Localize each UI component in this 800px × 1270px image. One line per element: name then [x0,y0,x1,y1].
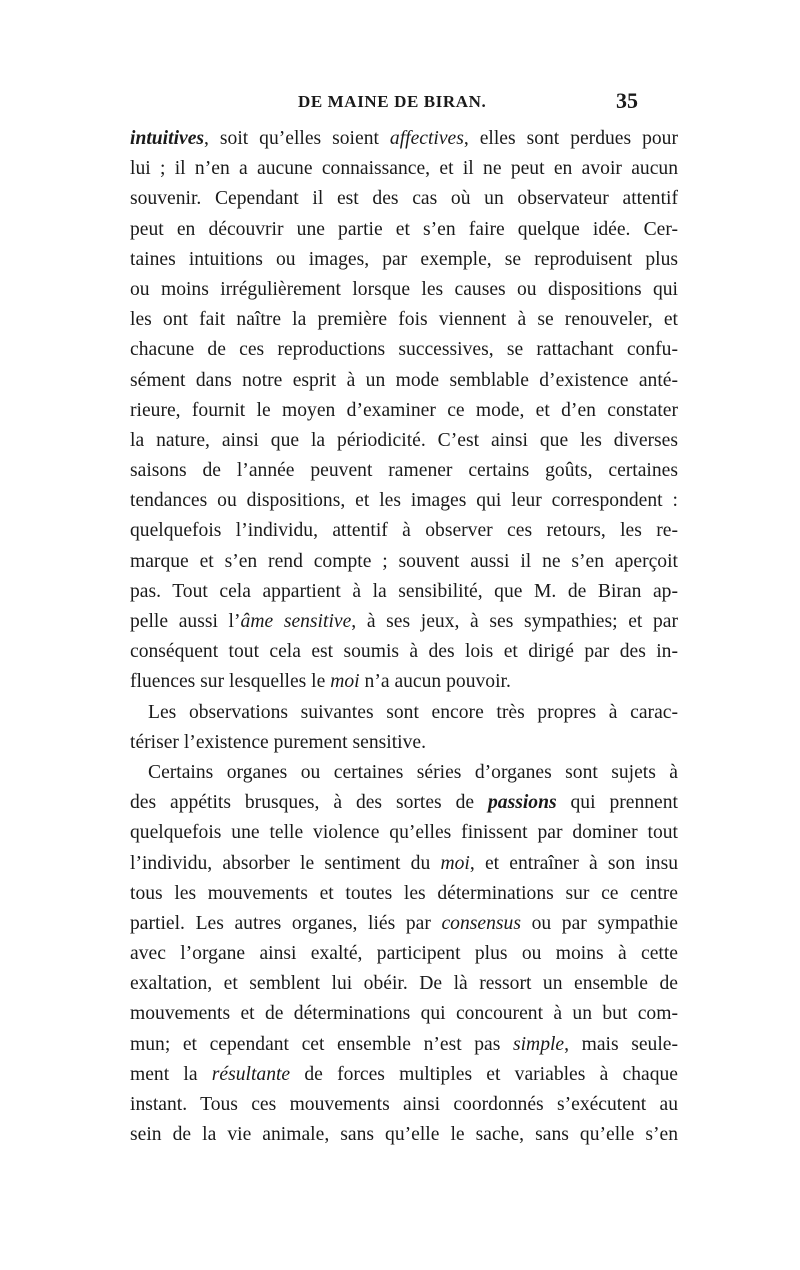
text-line [130,124,678,154]
text-line [130,547,678,577]
emphasis-text: consensus [441,912,521,934]
text-run: Les observations suivantes sont encore très propres à carac- [148,701,678,723]
text-line [130,215,678,245]
text-line [130,818,678,848]
text-run: tendances ou dispositions, et les images qui leur correspondent : [130,490,678,512]
text-run: chacune de ces reproductions successives, se rattachant confu- [130,339,678,361]
text-line [130,366,678,396]
text-run: ou par sympathie [520,912,678,934]
text-run: sein de la vie animale, sans qu’elle le sache, sans qu’elle s’en [130,1124,678,1146]
text-run: rieure, fournit le moyen d’examiner ce mode, et d’en constater [130,399,678,421]
text-run: ou moins irrégulièrement lorsque les causes ou dispositions qui [130,278,678,300]
text-run: saisons de l’année peuvent ramener certains goûts, certaines [130,460,678,482]
text-line [130,667,678,697]
text-run: pelle aussi l’ [130,611,241,632]
text-line [130,939,678,969]
text-line [130,426,678,456]
text-line [130,577,678,607]
text-line [130,335,678,365]
text-run: conséquent tout cela est soumis à des lois et dirigé par des in- [130,641,678,663]
text-run: l’individu, absorber le sentiment du [130,852,441,874]
text-line [130,486,678,516]
text-run: tous les mouvements et toutes les déterminations sur ce centre [130,882,678,904]
text-run: mouvements et de déterminations qui concourent à un but com- [130,1003,678,1025]
text-run: qui prennent [556,792,678,814]
text-run: souvenir. Cependant il est des cas où un observateur attentif [130,188,678,210]
page-number: 35 [616,88,638,113]
emphasis-text: moi [440,852,470,874]
text-run: avec l’organe ainsi exalté, participent plus ou moins à cette [130,943,678,965]
text-line [130,698,678,728]
running-head [0,88,800,122]
text-line [130,516,678,546]
text-run: tériser l’existence purement sensitive. [130,731,426,753]
text-run: fluences sur lesquelles le [130,671,331,693]
text-run: , et entraîner à son insu [469,852,678,874]
text-run: exaltation, et semblent lui obéir. De là ressort un ensemble de [130,973,678,995]
text-run: les ont fait naître la première fois viennent à se renouveler, et [130,309,678,331]
text-line [130,184,678,214]
text-line [130,154,678,184]
emphasis-text: simple [512,1033,565,1055]
text-run: marque et s’en rend compte ; souvent aussi il ne s’en aperçoit [130,550,678,572]
text-run: , à ses jeux, à ses sympathies; et par [351,611,678,632]
text-line [130,879,678,909]
body-text [130,124,678,1150]
emphasis-text: affectives [389,128,464,149]
text-run: , mais seule- [564,1033,678,1055]
emphasis-text: passions [487,792,557,814]
text-line [130,909,678,939]
text-line [130,607,678,637]
text-run: des appétits brusques, à des sortes de [130,792,488,814]
text-line [130,1060,678,1090]
text-line [130,849,678,879]
text-run: quelquefois une telle violence qu’elles finissent par dominer tout [130,822,678,844]
text-run: n’a aucun pouvoir. [359,671,511,693]
text-run: de forces multiples et variables à chaque [290,1063,678,1085]
text-run: ment la [130,1063,212,1085]
text-run: taines intuitions ou images, par exemple, se reproduisent plus [130,248,678,270]
text-run: pas. Tout cela appartient à la sensibilité, que M. de Biran ap- [130,580,678,602]
text-run: la nature, ainsi que la périodicité. C’est ainsi que les diverses [130,429,678,451]
text-run: sément dans notre esprit à un mode semblable d’existence anté- [130,369,678,391]
text-line [130,969,678,999]
text-line [130,245,678,275]
emphasis-text: résultante [211,1063,291,1085]
text-line [130,728,678,758]
emphasis-text: moi [330,671,360,693]
emphasis-text: intuitives [130,128,205,149]
text-line [130,758,678,788]
text-line [130,637,678,667]
text-run: mun; et cependant cet ensemble n’est pas [130,1033,513,1055]
text-run: , soit qu’elles soient [204,128,390,149]
text-run: partiel. Les autres organes, liés par [130,912,442,934]
text-line [130,396,678,426]
text-run: peut en découvrir une partie et s’en faire quelque idée. Cer- [130,218,678,240]
text-line [130,456,678,486]
text-line [130,788,678,818]
text-run: instant. Tous ces mouvements ainsi coordonnés s’exécutent au [130,1094,678,1115]
text-run: lui ; il n’en a aucune connaissance, et il ne peut en avoir aucun [130,158,678,180]
text-run: quelquefois l’individu, attentif à observer ces retours, les re- [130,520,678,542]
text-run: Certains organes ou certaines séries d’organes sont sujets à [148,761,678,783]
text-line [130,1030,678,1060]
text-line [130,1090,678,1120]
text-line [130,305,678,335]
emphasis-text: âme sensitive [240,611,352,632]
text-line [130,275,678,305]
text-line [130,1120,678,1150]
text-line [130,999,678,1029]
running-title: DE MAINE DE BIRAN. [298,92,487,111]
text-run: , elles sont perdues pour [463,128,678,149]
